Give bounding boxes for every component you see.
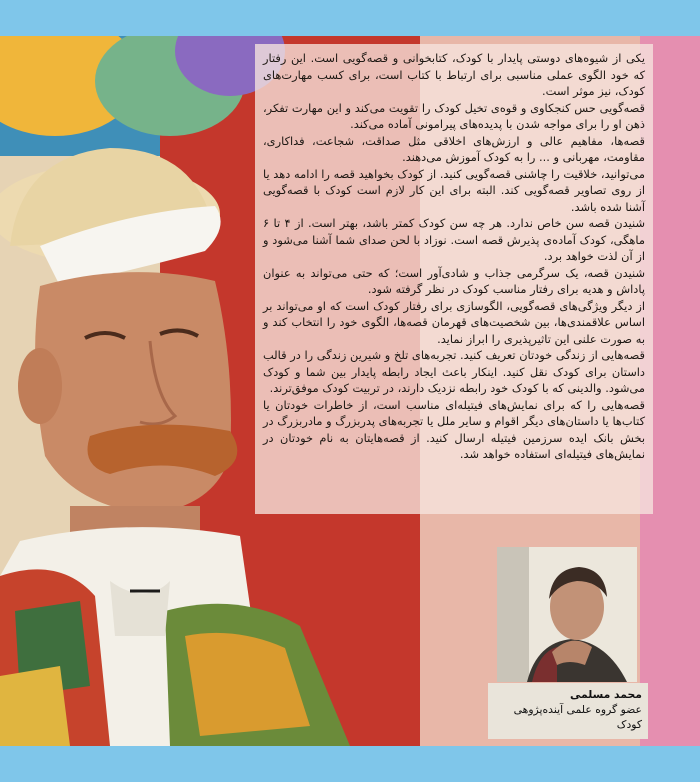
paragraph: شنیدن قصه سن خاص ندارد. هر چه سن کودک کمتر باشد، بهتر است. از ۴ تا ۶ ماهگی، کودک آماده‌ی پذیرش قصه است. نوزاد با لحن صدای شما آشنا می‌شود و از آن لذت خواهد برد. (263, 216, 645, 263)
vest-pattern-bottom (0, 666, 70, 746)
paragraph: شنیدن قصه، یک سرگرمی جذاب و شادی‌آور است؛ که حتی می‌تواند به عنوان پاداش و هدیه برای رفتار مناسب کودک در نظر گرفته شود. (263, 265, 645, 296)
face (35, 272, 231, 514)
author-role: عضو گروه علمی آینده‌پژوهی کودک (513, 703, 642, 731)
paragraph: قصه‌ها، مفاهیم عالی و ارزش‌های اخلاقی مثل صداقت، شجاعت، فداکاری، مقاومت، مهربانی و ... را به کودک آموزش می‌دهند. (263, 133, 645, 164)
article-text (255, 44, 653, 514)
author-photo (497, 547, 637, 682)
paragraph: قصه‌هایی را که برای نمایش‌های فیتیله‌ای مناسب است، از خاطرات خودتان یا کتاب‌ها یا داستان‌های دیگر اقوام و سایر ملل یا تجربه‌های پدربزرگ و مادربزرگ در بخش بانک ایده سرزمین فیتیله ارسال کنید. از قصه‌هایتان به نام خودتان در نمایش‌های فیتیله‌ای استفاده خواهد شد. (263, 397, 645, 461)
paragraph: قصه‌هایی از زندگی خودتان تعریف کنید. تجربه‌های تلخ و شیرین زندگی را در قالب داستان برای کودک نقل کنید. اینکار باعث ایجاد رابطه پایدار بین شما و کودک می‌شود. والدینی که با کودک خود رابطه نزدیک دارند، در تربیت کودک موفق‌ترند. (263, 348, 645, 395)
paragraph: می‌توانید، خلاقیت را چاشنی قصه‌گویی کنید. از کودک بخواهید قصه را ادامه دهد یا از روی تصاویر قصه‌گویی کند. البته برای این کار لازم است کودک با قصه‌گویی آشنا شده باشد. (263, 166, 645, 214)
author-caption (488, 683, 648, 739)
author-name: محمد مسلمی (570, 688, 642, 701)
magazine-page (0, 36, 700, 746)
paragraph: قصه‌گویی حس کنجکاوی و قوه‌ی تخیل کودک را تقویت می‌کند و این مهارت تفکر، ذهن او را برای مواجه شدن با پدیده‌های پیرامونی آماده می‌کند. (263, 100, 645, 131)
paragraph: یکی از شیوه‌های دوستی پایدار با کودک، کتابخوانی و قصه‌گویی است. این رفتار که خود الگوی عملی مناسبی برای ارتباط با کتاب است، برای کسب مهارت‌های کودک، نیز موثر است. (263, 51, 645, 98)
paragraph: از دیگر ویژگی‌های قصه‌گویی، الگوسازی برای رفتار کودک است که او می‌تواند بر اساس علاقمندی‌ها، بین شخصیت‌های قهرمان قصه‌ها، الگوی خود را انتخاب کند و به صورت علنی این تاثیرپذیری را ابراز نماید. (263, 298, 645, 346)
ear (18, 348, 62, 424)
